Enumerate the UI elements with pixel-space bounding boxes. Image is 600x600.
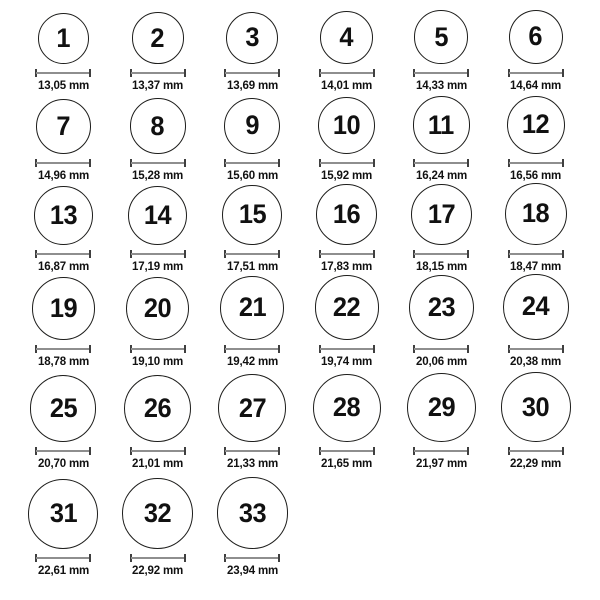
ring-size-cell xyxy=(394,182,489,273)
ring-size-number: 21 xyxy=(238,292,266,323)
ring-circle xyxy=(38,13,89,64)
ring-size-cell xyxy=(205,470,300,577)
measure-bar xyxy=(36,557,90,559)
measure-tick-right-icon xyxy=(89,159,91,167)
ring-circle xyxy=(407,373,476,442)
diameter-label: 20,70 mm xyxy=(37,455,89,470)
ring-size-cell xyxy=(16,273,111,368)
ring-size-cell xyxy=(394,273,489,368)
measure-bar xyxy=(36,162,90,164)
measure-tick-right-icon xyxy=(184,250,186,258)
ring-size-cell xyxy=(205,182,300,273)
measure-bar xyxy=(414,450,468,452)
measure-bar xyxy=(131,348,185,350)
measure-tick-right-icon xyxy=(184,69,186,77)
measure-bar xyxy=(36,72,90,74)
diameter-label: 17,83 mm xyxy=(321,258,373,273)
measure-bar xyxy=(414,162,468,164)
measure-tick-right-icon xyxy=(89,69,91,77)
diameter-label: 20,06 mm xyxy=(415,353,467,368)
diameter-measure-line xyxy=(224,159,280,167)
ring-size-cell xyxy=(111,470,206,577)
ring-circle xyxy=(128,186,187,245)
measure-tick-right-icon xyxy=(184,554,186,562)
measure-bar xyxy=(225,348,279,350)
diameter-measure-line xyxy=(35,159,91,167)
ring-circle xyxy=(220,276,284,340)
ring-circle xyxy=(224,98,280,154)
diameter-label: 13,69 mm xyxy=(226,77,278,92)
diameter-measure-line xyxy=(508,250,564,258)
diameter-label: 14,01 mm xyxy=(321,77,373,92)
measure-tick-right-icon xyxy=(562,250,564,258)
diameter-measure-line xyxy=(508,69,564,77)
diameter-measure-line xyxy=(413,159,469,167)
diameter-label: 14,96 mm xyxy=(37,167,89,182)
ring-circle xyxy=(126,277,189,340)
ring-size-number: 6 xyxy=(528,21,543,52)
ring-circle xyxy=(34,186,93,245)
measure-tick-right-icon xyxy=(373,159,375,167)
measure-tick-right-icon xyxy=(278,447,280,455)
measure-bar xyxy=(225,450,279,452)
ring-size-cell xyxy=(300,368,395,470)
diameter-label: 14,64 mm xyxy=(510,77,562,92)
measure-tick-right-icon xyxy=(373,447,375,455)
measure-tick-right-icon xyxy=(562,69,564,77)
ring-size-number: 31 xyxy=(49,498,77,529)
diameter-measure-line xyxy=(319,250,375,258)
ring-size-number: 20 xyxy=(144,292,172,323)
diameter-label: 22,92 mm xyxy=(132,562,184,577)
measure-bar xyxy=(509,348,563,350)
diameter-measure-line xyxy=(224,554,280,562)
diameter-label: 19,42 mm xyxy=(226,353,278,368)
measure-tick-right-icon xyxy=(467,69,469,77)
ring-size-number: 15 xyxy=(238,199,266,230)
ring-circle xyxy=(30,375,96,441)
ring-size-cell xyxy=(16,10,111,92)
ring-circle xyxy=(28,479,98,549)
measure-bar xyxy=(131,557,185,559)
ring-size-row xyxy=(16,92,600,182)
ring-circle xyxy=(507,96,565,154)
ring-circle xyxy=(36,99,91,154)
diameter-measure-line xyxy=(319,159,375,167)
ring-size-cell xyxy=(300,10,395,92)
ring-size-number: 4 xyxy=(339,21,354,52)
ring-size-number: 16 xyxy=(333,199,361,230)
ring-size-cell xyxy=(489,92,584,182)
ring-size-row xyxy=(16,273,600,368)
measure-tick-right-icon xyxy=(89,554,91,562)
diameter-measure-line xyxy=(224,345,280,353)
measure-bar xyxy=(225,162,279,164)
ring-size-cell xyxy=(16,368,111,470)
diameter-label: 23,94 mm xyxy=(226,562,278,577)
ring-size-cell xyxy=(394,10,489,92)
ring-circle xyxy=(130,98,186,154)
ring-size-number: 3 xyxy=(245,22,260,53)
measure-bar xyxy=(320,450,374,452)
ring-circle xyxy=(124,375,191,442)
measure-tick-right-icon xyxy=(184,345,186,353)
ring-circle xyxy=(226,12,278,64)
ring-size-number: 25 xyxy=(49,393,77,424)
ring-size-cell xyxy=(394,368,489,470)
ring-size-number: 17 xyxy=(427,198,455,229)
diameter-measure-line xyxy=(319,447,375,455)
ring-size-cell xyxy=(300,92,395,182)
ring-size-number: 30 xyxy=(522,391,550,422)
ring-size-number: 7 xyxy=(56,110,71,141)
measure-tick-right-icon xyxy=(373,250,375,258)
diameter-label: 17,51 mm xyxy=(226,258,278,273)
ring-size-number: 9 xyxy=(245,110,260,141)
diameter-measure-line xyxy=(130,159,186,167)
measure-bar xyxy=(225,253,279,255)
diameter-label: 21,97 mm xyxy=(415,455,467,470)
ring-circle xyxy=(318,97,375,154)
diameter-measure-line xyxy=(319,69,375,77)
diameter-measure-line xyxy=(224,250,280,258)
diameter-measure-line xyxy=(508,159,564,167)
diameter-label: 21,01 mm xyxy=(132,455,184,470)
diameter-measure-line xyxy=(413,345,469,353)
ring-size-cell xyxy=(111,182,206,273)
ring-size-cell xyxy=(489,273,584,368)
ring-circle xyxy=(122,478,193,549)
diameter-label: 14,33 mm xyxy=(415,77,467,92)
ring-size-cell xyxy=(489,10,584,92)
diameter-label: 16,87 mm xyxy=(37,258,89,273)
measure-tick-right-icon xyxy=(467,159,469,167)
diameter-measure-line xyxy=(224,447,280,455)
diameter-label: 17,19 mm xyxy=(132,258,184,273)
diameter-measure-line xyxy=(35,250,91,258)
ring-size-row xyxy=(16,10,600,92)
measure-bar xyxy=(414,72,468,74)
diameter-label: 18,47 mm xyxy=(510,258,562,273)
ring-circle xyxy=(509,10,563,64)
diameter-label: 13,37 mm xyxy=(132,77,184,92)
ring-circle xyxy=(32,277,95,340)
ring-size-cell xyxy=(205,10,300,92)
ring-circle xyxy=(222,185,282,245)
diameter-measure-line xyxy=(508,447,564,455)
ring-size-cell xyxy=(394,92,489,182)
diameter-label: 19,10 mm xyxy=(132,353,184,368)
ring-circle xyxy=(505,183,567,245)
diameter-label: 21,33 mm xyxy=(226,455,278,470)
measure-bar xyxy=(131,72,185,74)
diameter-label: 22,29 mm xyxy=(510,455,562,470)
diameter-measure-line xyxy=(130,250,186,258)
ring-circle xyxy=(316,184,377,245)
ring-size-number: 22 xyxy=(333,292,361,323)
diameter-measure-line xyxy=(224,69,280,77)
diameter-measure-line xyxy=(130,69,186,77)
measure-bar xyxy=(131,162,185,164)
diameter-label: 20,38 mm xyxy=(510,353,562,368)
measure-tick-right-icon xyxy=(89,250,91,258)
ring-size-row xyxy=(16,368,600,470)
ring-size-number: 27 xyxy=(238,392,266,423)
ring-circle xyxy=(313,374,381,442)
diameter-label: 16,56 mm xyxy=(510,167,562,182)
diameter-measure-line xyxy=(130,447,186,455)
ring-size-number: 26 xyxy=(144,392,172,423)
ring-size-number: 33 xyxy=(238,497,266,528)
diameter-label: 15,60 mm xyxy=(226,167,278,182)
ring-size-cell xyxy=(300,182,395,273)
ring-circle xyxy=(414,10,468,64)
ring-size-number: 19 xyxy=(49,293,77,324)
ring-size-number: 2 xyxy=(150,22,165,53)
ring-size-cell xyxy=(111,273,206,368)
ring-size-cell xyxy=(489,368,584,470)
measure-tick-right-icon xyxy=(562,447,564,455)
ring-size-cell xyxy=(111,92,206,182)
measure-tick-right-icon xyxy=(562,345,564,353)
diameter-label: 21,65 mm xyxy=(321,455,373,470)
ring-size-number: 24 xyxy=(522,291,550,322)
diameter-label: 22,61 mm xyxy=(37,562,89,577)
ring-size-cell xyxy=(300,273,395,368)
ring-circle xyxy=(320,11,373,64)
diameter-measure-line xyxy=(413,447,469,455)
ring-circle xyxy=(411,184,472,245)
ring-size-number: 13 xyxy=(49,199,77,230)
measure-tick-right-icon xyxy=(467,345,469,353)
ring-size-cell xyxy=(111,368,206,470)
measure-bar xyxy=(36,253,90,255)
ring-size-cell xyxy=(489,182,584,273)
diameter-label: 18,78 mm xyxy=(37,353,89,368)
measure-bar xyxy=(414,253,468,255)
measure-tick-right-icon xyxy=(184,159,186,167)
ring-size-number: 32 xyxy=(144,497,172,528)
diameter-measure-line xyxy=(35,345,91,353)
ring-size-cell xyxy=(16,92,111,182)
ring-size-number: 14 xyxy=(144,199,172,230)
measure-bar xyxy=(225,557,279,559)
measure-tick-right-icon xyxy=(278,250,280,258)
measure-bar xyxy=(36,450,90,452)
measure-bar xyxy=(131,253,185,255)
measure-bar xyxy=(509,450,563,452)
diameter-label: 15,28 mm xyxy=(132,167,184,182)
measure-tick-right-icon xyxy=(184,447,186,455)
diameter-measure-line xyxy=(130,345,186,353)
ring-size-cell xyxy=(205,92,300,182)
measure-bar xyxy=(320,348,374,350)
diameter-label: 19,74 mm xyxy=(321,353,373,368)
measure-bar xyxy=(131,450,185,452)
ring-size-row xyxy=(16,470,600,577)
ring-size-cell xyxy=(16,470,111,577)
diameter-measure-line xyxy=(35,447,91,455)
diameter-label: 18,15 mm xyxy=(415,258,467,273)
measure-tick-right-icon xyxy=(278,69,280,77)
measure-bar xyxy=(509,253,563,255)
ring-circle xyxy=(315,275,379,339)
ring-size-number: 12 xyxy=(522,109,550,140)
ring-circle xyxy=(409,275,474,340)
ring-circle xyxy=(218,374,286,442)
measure-bar xyxy=(320,72,374,74)
diameter-label: 16,24 mm xyxy=(415,167,467,182)
diameter-measure-line xyxy=(508,345,564,353)
measure-tick-right-icon xyxy=(89,345,91,353)
ring-size-cell xyxy=(16,182,111,273)
ring-size-row xyxy=(16,182,600,273)
measure-tick-right-icon xyxy=(373,345,375,353)
ring-circle xyxy=(503,274,569,340)
ring-size-cell xyxy=(205,273,300,368)
diameter-measure-line xyxy=(35,69,91,77)
ring-size-number: 18 xyxy=(522,198,550,229)
measure-bar xyxy=(509,72,563,74)
ring-circle xyxy=(132,12,184,64)
measure-tick-right-icon xyxy=(467,447,469,455)
diameter-measure-line xyxy=(413,69,469,77)
measure-tick-right-icon xyxy=(373,69,375,77)
measure-tick-right-icon xyxy=(562,159,564,167)
ring-size-number: 5 xyxy=(434,21,449,52)
diameter-measure-line xyxy=(35,554,91,562)
diameter-measure-line xyxy=(319,345,375,353)
ring-size-number: 28 xyxy=(333,392,361,423)
ring-circle xyxy=(501,372,571,442)
diameter-measure-line xyxy=(413,250,469,258)
ring-circle xyxy=(217,477,289,549)
measure-bar xyxy=(320,253,374,255)
ring-size-number: 8 xyxy=(150,110,165,141)
diameter-label: 13,05 mm xyxy=(37,77,89,92)
measure-tick-right-icon xyxy=(278,345,280,353)
diameter-measure-line xyxy=(130,554,186,562)
measure-bar xyxy=(509,162,563,164)
measure-bar xyxy=(414,348,468,350)
ring-size-cell xyxy=(111,10,206,92)
diameter-label: 15,92 mm xyxy=(321,167,373,182)
measure-tick-right-icon xyxy=(278,554,280,562)
measure-tick-right-icon xyxy=(467,250,469,258)
measure-bar xyxy=(320,162,374,164)
ring-size-number: 1 xyxy=(56,22,71,53)
ring-size-number: 29 xyxy=(427,391,455,422)
measure-tick-right-icon xyxy=(278,159,280,167)
measure-bar xyxy=(225,72,279,74)
ring-circle xyxy=(413,96,470,153)
measure-tick-right-icon xyxy=(89,447,91,455)
measure-bar xyxy=(36,348,90,350)
ring-size-number: 23 xyxy=(427,291,455,322)
ring-size-number: 10 xyxy=(333,109,361,140)
ring-size-number: 11 xyxy=(428,109,455,140)
ring-size-cell xyxy=(205,368,300,470)
